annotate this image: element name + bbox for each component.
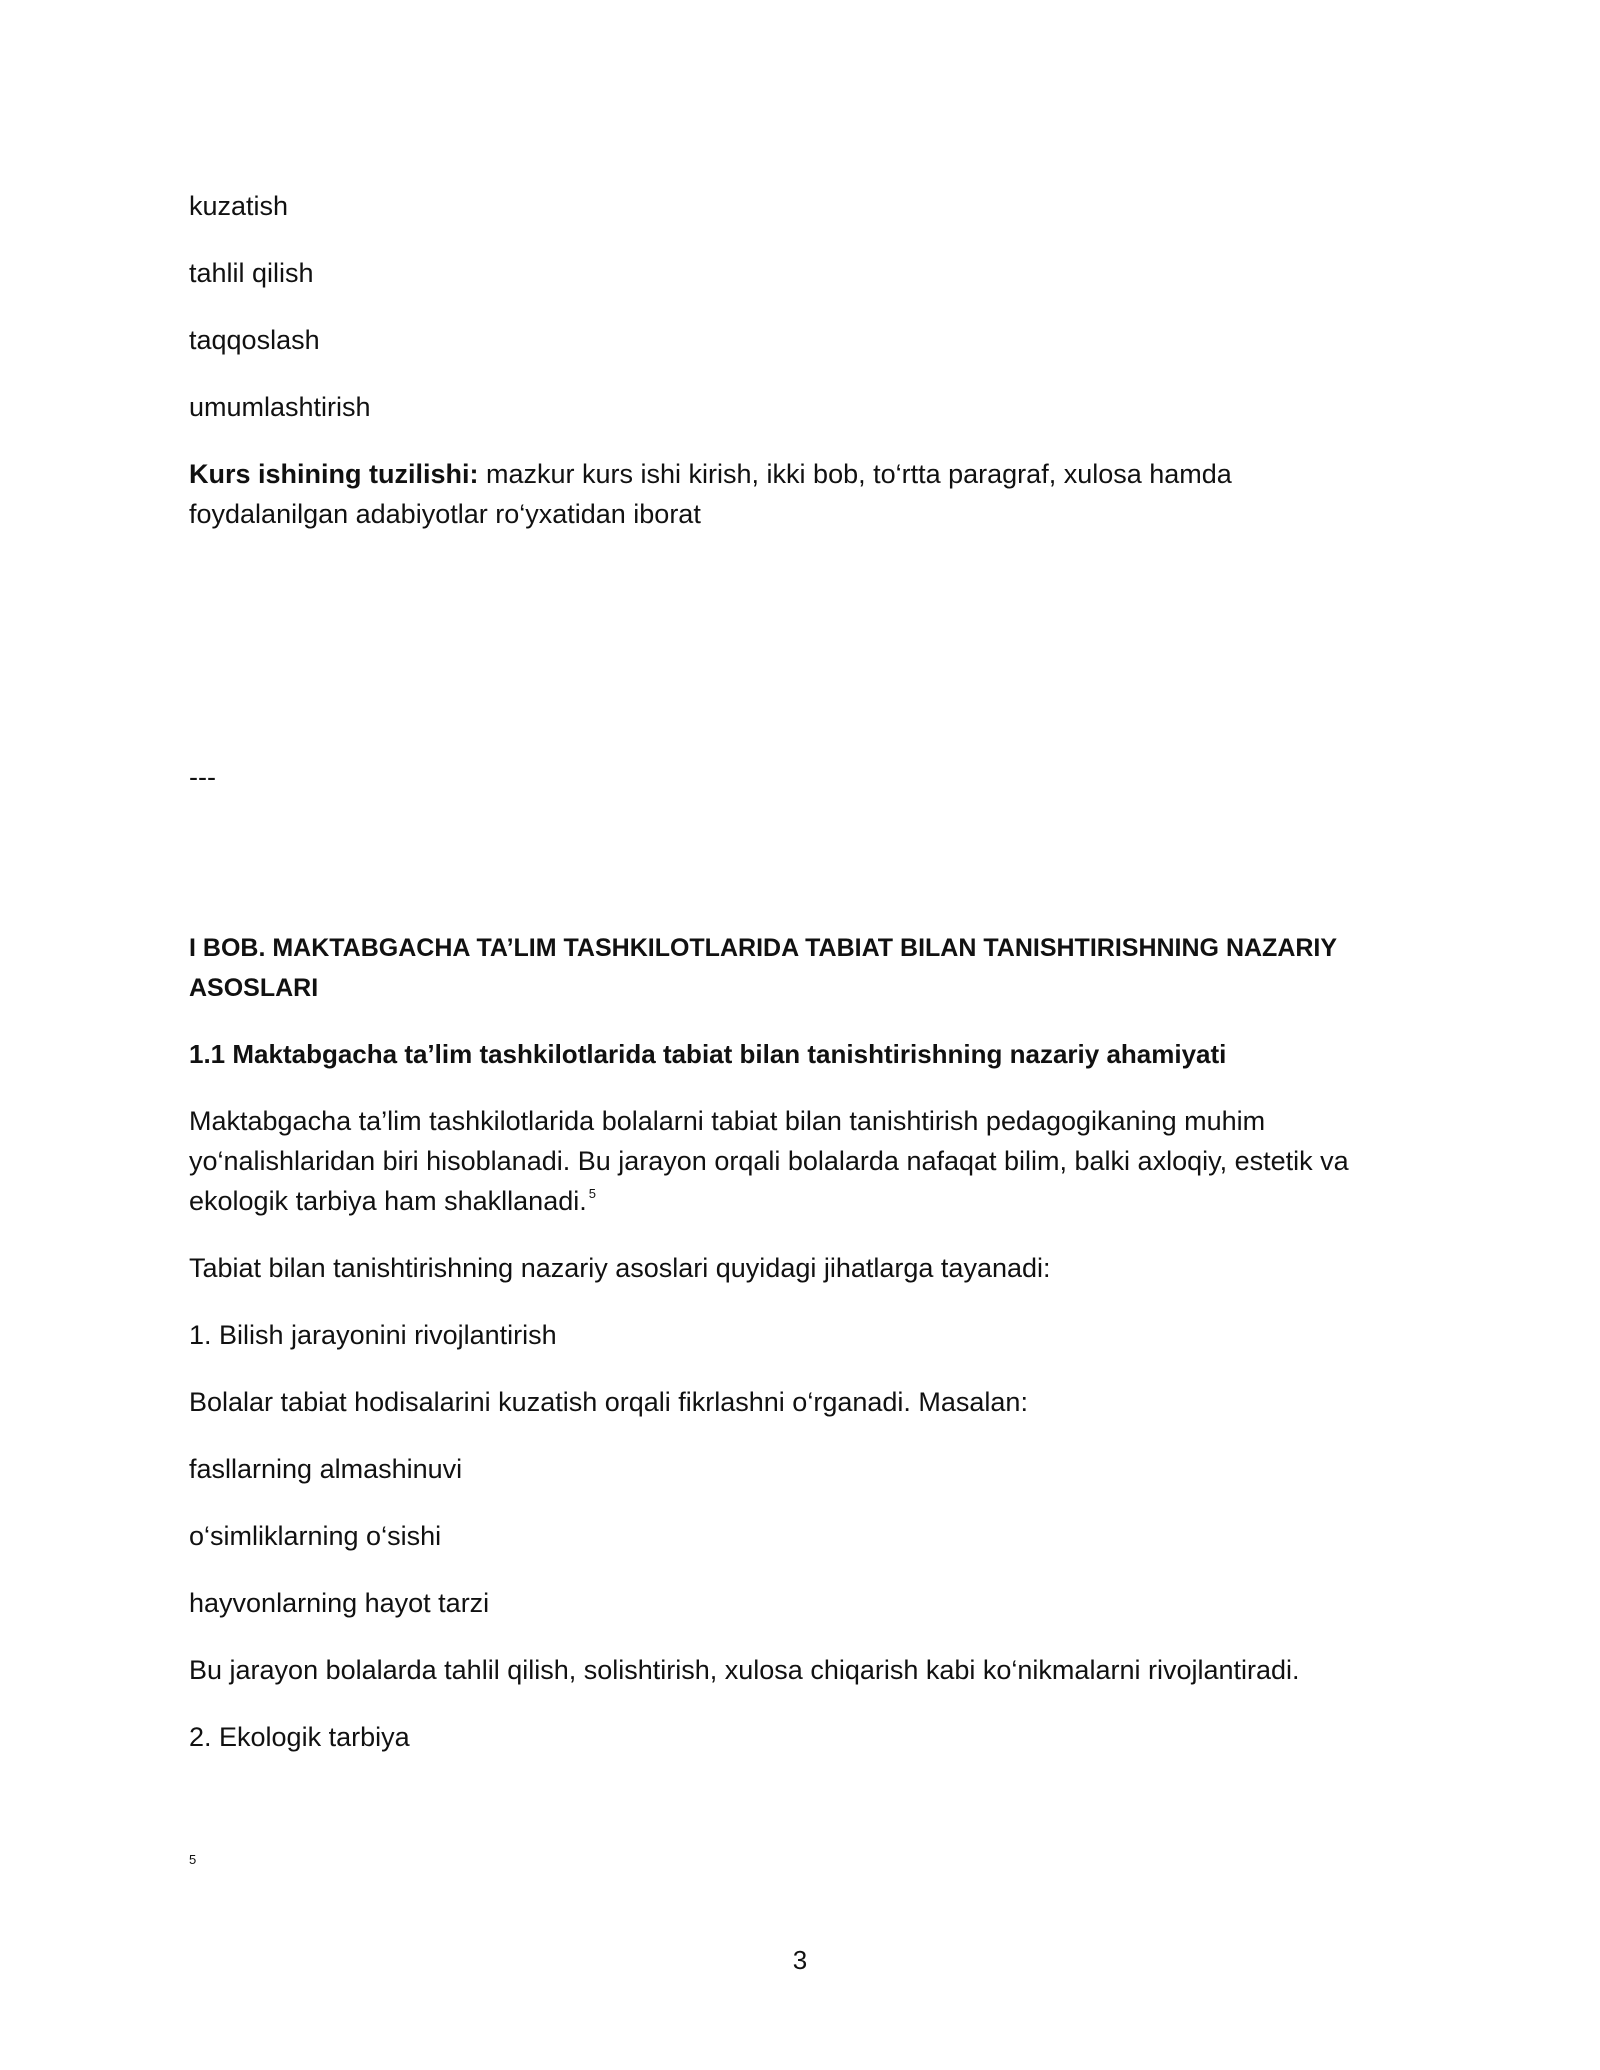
structure-label: Kurs ishining tuzilishi: <box>189 459 479 489</box>
chapter-title: I BOB. MAKTABGACHA TA’LIM TASHKILOTLARIDA TABIAT BILAN TANISHTIRISHNING NAZARIY ASOSLARI <box>189 934 1337 1002</box>
list-item: tahlil qilish <box>189 258 314 288</box>
bases-paragraph: Tabiat bilan tanishtirishning nazariy asoslari quyidagi jihatlarga tayanadi: <box>189 1253 1051 1283</box>
separator: --- <box>189 762 216 792</box>
point-text: Bolalar tabiat hodisalarini kuzatish orqali fikrlashni o‘rganadi. Masalan: <box>189 1387 1028 1417</box>
list-item: taqqoslash <box>189 325 320 355</box>
list-item: umumlashtirish <box>189 392 371 422</box>
point-heading: 1. Bilish jarayonini rivojlantirish <box>189 1320 557 1350</box>
section-title: 1.1 Maktabgacha ta’lim tashkilotlarida tabiat bilan tanishtirishning nazariy ahamiyati <box>189 1039 1227 1069</box>
structure-paragraph <box>189 454 1369 534</box>
point-heading: 2. Ekologik tarbiya <box>189 1722 410 1752</box>
list-item: kuzatish <box>189 191 289 221</box>
footnote-mark: 5 <box>189 1852 197 1867</box>
page-number: 3 <box>792 1945 808 1975</box>
point-conclusion: Bu jarayon bolalarda tahlil qilish, solishtirish, xulosa chiqarish kabi ko‘nikmalarni rivojlantiradi. <box>189 1655 1300 1685</box>
structure-text: mazkur kurs ishi kirish, ikki bob, to‘rtta paragraf, xulosa hamda foydalanilgan adabiyotlar ro‘yxatidan iborat <box>189 459 1232 529</box>
intro-text: Maktabgacha ta’lim tashkilotlarida bolalarni tabiat bilan tanishtirish pedagogikaning muhim yo‘nalishlaridan biri hisoblanadi. Bu jarayon orqali bolalarda nafaqat bilim, balki axloqiy, estetik va ekologik tarbiya ham shakllanadi. <box>189 1106 1349 1216</box>
page-content <box>189 186 1369 1784</box>
footnote-reference: 5 <box>588 1186 596 1201</box>
intro-paragraph <box>189 1101 1369 1221</box>
example-item: hayvonlarning hayot tarzi <box>189 1588 490 1618</box>
blank-space <box>189 824 1369 928</box>
example-item: o‘simliklarning o‘sishi <box>189 1521 442 1551</box>
example-item: fasllarning almashinuvi <box>189 1454 463 1484</box>
blank-space <box>189 561 1369 757</box>
